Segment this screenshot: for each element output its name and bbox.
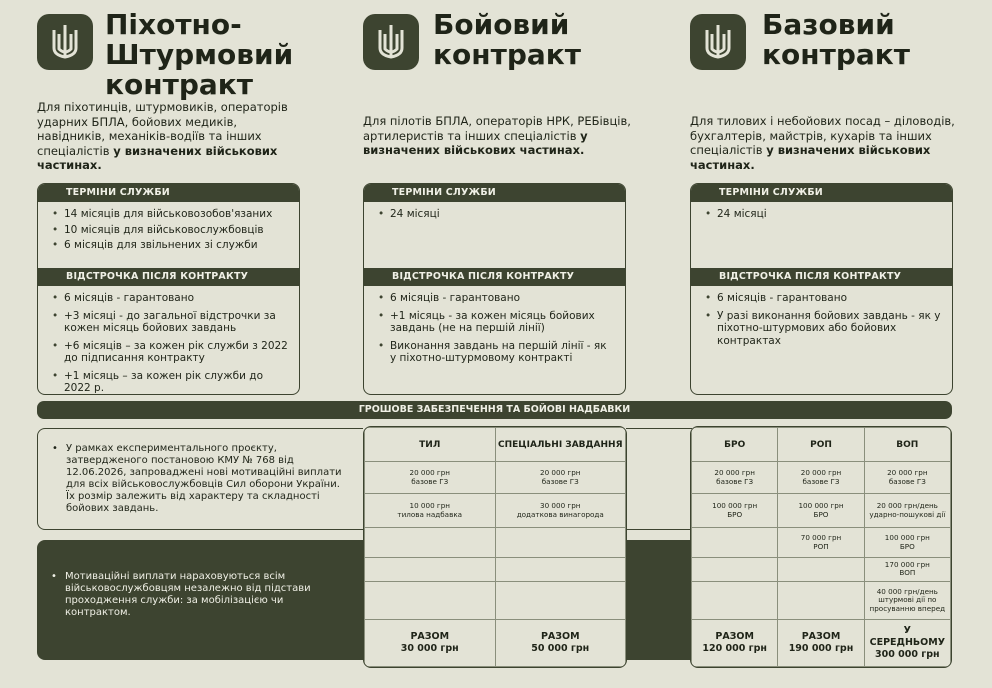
note-experimental — [37, 428, 363, 530]
term-item: • 24 місяці — [705, 208, 942, 221]
deferment-item: • 6 місяців - гарантовано — [378, 292, 615, 305]
trident-icon — [37, 14, 93, 70]
title-line: Базовий — [762, 8, 895, 41]
term-item: • 24 місяці — [378, 208, 615, 221]
trident-icon — [690, 14, 746, 70]
pay-cell: 170 000 грн ВОП — [864, 558, 950, 581]
panel-connector-top — [626, 428, 692, 530]
infantry-terms-box — [37, 183, 300, 395]
pay-cell: 20 000 грн базове ГЗ — [692, 462, 778, 494]
pay-cell — [778, 581, 864, 619]
pay-cell: 20 000 грн базове ГЗ — [365, 462, 496, 494]
pay-cell: 30 000 грн додаткова винагорода — [495, 494, 626, 528]
pay-row — [365, 558, 626, 581]
pay-header: РОП — [778, 428, 864, 462]
description-text: Для пілотів БПЛА, операторів НРК, РЕБівців, артилеристів та інших спеціалістів — [363, 114, 631, 143]
deferment-item: • 6 місяців - гарантовано — [705, 292, 942, 305]
pay-total: РАЗОМ 120 000 грн — [692, 620, 778, 667]
title-line: контракт — [105, 68, 253, 101]
title-line: Штурмовий — [105, 38, 294, 71]
pay-header: СПЕЦІАЛЬНІ ЗАВДАННЯ — [495, 428, 626, 462]
infantry-contract-description — [37, 100, 307, 173]
deferment-heading: ВІДСТРОЧКА ПІСЛЯ КОНТРАКТУ — [364, 268, 625, 286]
pay-row — [365, 494, 626, 528]
pay-header: ТИЛ — [365, 428, 496, 462]
pay-total: РАЗОМ 30 000 грн — [365, 620, 496, 667]
trident-icon — [363, 14, 419, 70]
basic-contract-description — [690, 114, 960, 172]
title-line: контракт — [433, 38, 581, 71]
pay-cell: 20 000 грн базове ГЗ — [778, 462, 864, 494]
pay-total: РАЗОМ 50 000 грн — [495, 620, 626, 667]
pay-header: ВОП — [864, 428, 950, 462]
title-line: Бойовий — [433, 8, 570, 41]
pay-cell: 20 000 грн базове ГЗ — [495, 462, 626, 494]
combat-contract-description — [363, 114, 633, 158]
pay-row — [692, 581, 951, 619]
panel-connector — [626, 540, 692, 660]
basic-terms-box — [690, 183, 953, 395]
pay-cell: 100 000 грн БРО — [864, 528, 950, 558]
term-item: • 10 місяців для військовослужбовців — [52, 224, 289, 237]
description-emphasis: у визначених військових частинах. — [363, 128, 588, 157]
description-text: Для тилових і небойових посад – діловодів, бухгалтерів, майстрів, кухарів та інших спеціалістів — [690, 114, 955, 157]
description-emphasis: у визначених військових частинах. — [37, 143, 278, 172]
terms-heading: ТЕРМІНИ СЛУЖБИ — [38, 184, 299, 202]
pay-row — [692, 494, 951, 528]
deferment-item: • +1 місяць - за кожен місяць бойових завдань (не на першій лінії) — [378, 310, 615, 335]
deferment-item: • +1 місяць – за кожен рік служби до 2022 р. — [52, 370, 289, 395]
note-motivation — [37, 540, 363, 660]
title-line: контракт — [762, 38, 910, 71]
term-item: • 14 місяців для військовозобов'язаних — [52, 208, 289, 221]
pay-cell — [495, 581, 626, 619]
pay-header: БРО — [692, 428, 778, 462]
pay-row — [365, 528, 626, 558]
pay-cell — [692, 581, 778, 619]
pay-cell: 70 000 грн РОП — [778, 528, 864, 558]
deferment-heading: ВІДСТРОЧКА ПІСЛЯ КОНТРАКТУ — [38, 268, 299, 286]
pay-cell — [365, 558, 496, 581]
terms-heading: ТЕРМІНИ СЛУЖБИ — [364, 184, 625, 202]
pay-cell: 100 000 грн БРО — [692, 494, 778, 528]
deferment-item: • 6 місяців - гарантовано — [52, 292, 289, 305]
pay-cell — [778, 558, 864, 581]
pay-cell — [365, 581, 496, 619]
pay-total: У СЕРЕДНЬОМУ 300 000 грн — [864, 620, 950, 667]
pay-cell — [495, 558, 626, 581]
pay-cell: 20 000 грн базове ГЗ — [864, 462, 950, 494]
pay-cell: 40 000 грн/день штурмові дії по просуванню вперед — [864, 581, 950, 619]
pay-cell — [495, 528, 626, 558]
pay-row — [692, 558, 951, 581]
pay-band-label: ГРОШОВЕ ЗАБЕЗПЕЧЕННЯ ТА БОЙОВІ НАДБАВКИ — [358, 404, 631, 415]
pay-row — [365, 581, 626, 619]
pay-cell: 10 000 грн тилова надбавка — [365, 494, 496, 528]
pay-total: РАЗОМ 190 000 грн — [778, 620, 864, 667]
term-item: • 6 місяців для звільнених зі служби — [52, 239, 289, 252]
combat-contract-title — [433, 10, 581, 70]
title-line: Піхотно- — [105, 8, 242, 41]
terms-heading: ТЕРМІНИ СЛУЖБИ — [691, 184, 952, 202]
deferment-item: • Виконання завдань на першій лінії - як у піхотно-штурмовому контракті — [378, 340, 615, 365]
deferment-item: • +3 місяці - до загальної відстрочки за кожен місяць бойових завдань — [52, 310, 289, 335]
pay-row — [692, 528, 951, 558]
deferment-heading: ВІДСТРОЧКА ПІСЛЯ КОНТРАКТУ — [691, 268, 952, 286]
description-text: Для піхотинців, штурмовиків, операторів ударних БПЛА, бойових медиків, навідників, механіків-водіїв та інших спеціалістів — [37, 100, 288, 158]
pay-table-right — [690, 426, 952, 668]
deferment-item: • У разі виконання бойових завдань - як у піхотно-штурмових або бойових контрактах — [705, 310, 942, 348]
pay-cell — [365, 528, 496, 558]
pay-row — [692, 462, 951, 494]
pay-band — [37, 401, 952, 419]
note-experimental-text: • У рамках експериментального проєкту, затвердженого постановою КМУ № 768 від 12.06.2026, запроваджені нові мотиваційні виплати для всіх військовослужбовців Сил оборони України. Їх розмір залежить від характеру та складності бойових завдань. — [52, 443, 351, 515]
combat-terms-box — [363, 183, 626, 395]
pay-cell — [692, 558, 778, 581]
deferment-item: • +6 місяців – за кожен рік служби з 2022 до підписання контракту — [52, 340, 289, 365]
infantry-contract-title — [105, 10, 293, 100]
pay-table-mid — [363, 426, 627, 668]
basic-contract-title — [762, 10, 910, 70]
pay-row — [365, 462, 626, 494]
description-emphasis: у визначених військових частинах. — [690, 143, 931, 172]
note-motivation-text: • Мотиваційні виплати нараховуються всім військовослужбовцям незалежно від підстави проходження служби: за мобілізацією чи контрактом. — [51, 571, 323, 619]
pay-cell — [692, 528, 778, 558]
pay-cell: 100 000 грн БРО — [778, 494, 864, 528]
pay-cell: 20 000 грн/день ударно-пошукові дії — [864, 494, 950, 528]
